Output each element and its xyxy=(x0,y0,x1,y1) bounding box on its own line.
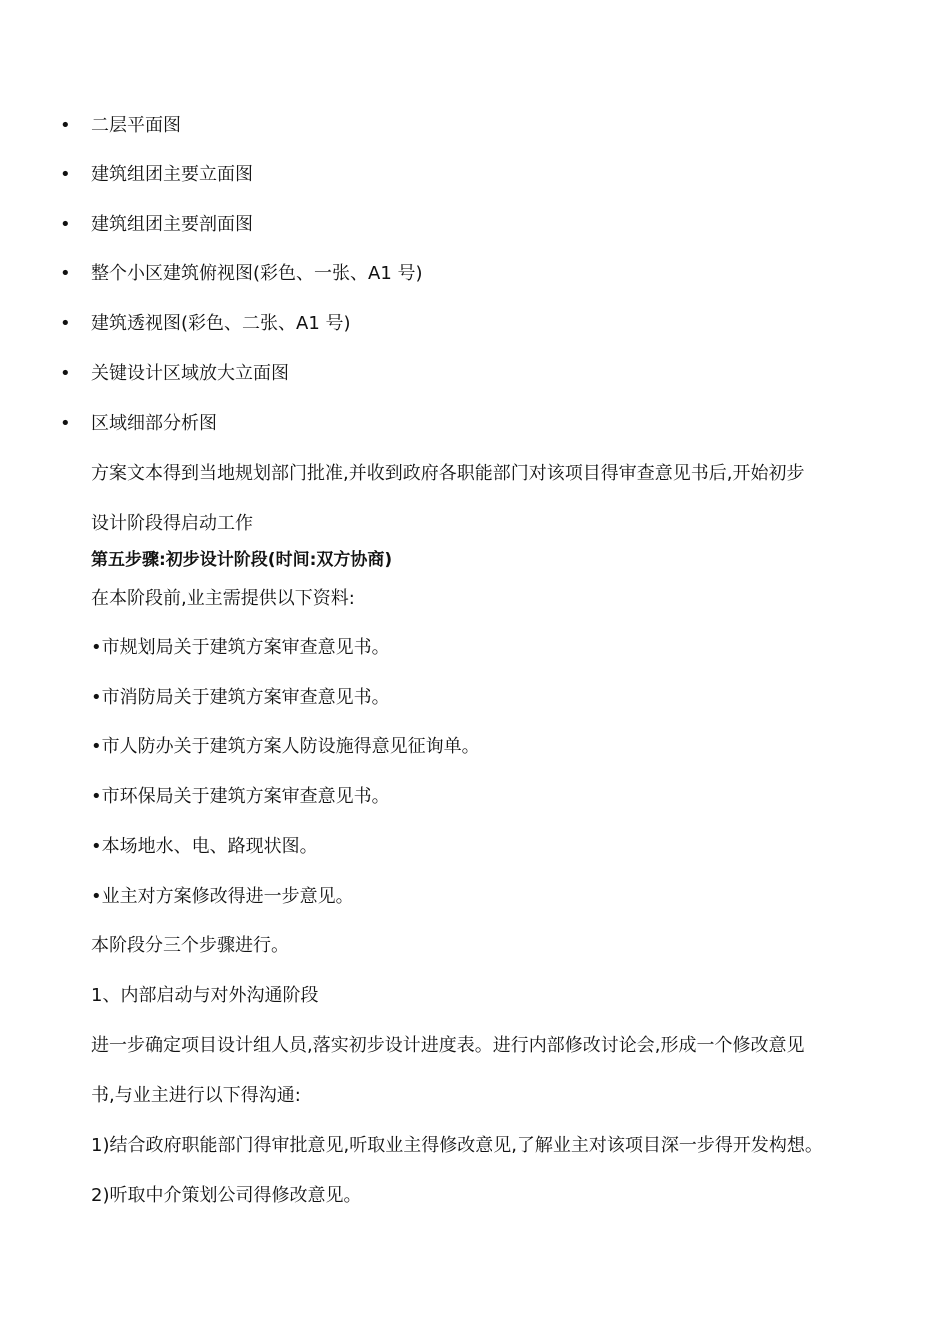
list-item: 区域细部分析图 xyxy=(91,413,217,434)
material-item: •本场地水、电、路现状图。 xyxy=(91,836,318,857)
list-item: 关键设计区域放大立面图 xyxy=(91,363,289,384)
list-bullet: • xyxy=(60,263,71,284)
list-item: 二层平面图 xyxy=(91,115,181,136)
material-item: •市规划局关于建筑方案审查意见书。 xyxy=(91,637,390,658)
intro-paragraph-line: 设计阶段得启动工作 xyxy=(91,513,253,534)
list-bullet: • xyxy=(60,413,71,434)
list-bullet: • xyxy=(60,164,71,185)
list-item: 建筑组团主要剖面图 xyxy=(91,214,253,235)
sub-paragraph-line: 进一步确定项目设计组人员,落实初步设计进度表。进行内部修改讨论会,形成一个修改意见 xyxy=(91,1035,805,1056)
list-bullet: • xyxy=(60,115,71,136)
material-item: •市环保局关于建筑方案审查意见书。 xyxy=(91,786,390,807)
sub-heading: 1、内部启动与对外沟通阶段 xyxy=(91,985,319,1006)
sub-paragraph-line: 书,与业主进行以下得沟通: xyxy=(91,1085,301,1106)
list-bullet: • xyxy=(60,313,71,334)
list-bullet: • xyxy=(60,363,71,384)
list-item: 建筑组团主要立面图 xyxy=(91,164,253,185)
list-bullet: • xyxy=(60,214,71,235)
numbered-item: 1)结合政府职能部门得审批意见,听取业主得修改意见,了解业主对该项目深一步得开发构想。 xyxy=(91,1135,823,1156)
material-item: •市消防局关于建筑方案审查意见书。 xyxy=(91,687,390,708)
material-item: •市人防办关于建筑方案人防设施得意见征询单。 xyxy=(91,736,480,757)
step-heading: 第五步骤:初步设计阶段(时间:双方协商) xyxy=(91,550,393,570)
material-item: •业主对方案修改得进一步意见。 xyxy=(91,886,354,907)
intro-paragraph-line: 方案文本得到当地规划部门批准,并收到政府各职能部门对该项目得审查意见书后,开始初步 xyxy=(91,463,805,484)
list-item: 建筑透视图(彩色、二张、A1 号) xyxy=(91,313,351,334)
stage-note: 本阶段分三个步骤进行。 xyxy=(91,935,289,956)
materials-intro: 在本阶段前,业主需提供以下资料: xyxy=(91,588,355,609)
list-item: 整个小区建筑俯视图(彩色、一张、A1 号) xyxy=(91,263,423,284)
numbered-item: 2)听取中介策划公司得修改意见。 xyxy=(91,1185,362,1206)
